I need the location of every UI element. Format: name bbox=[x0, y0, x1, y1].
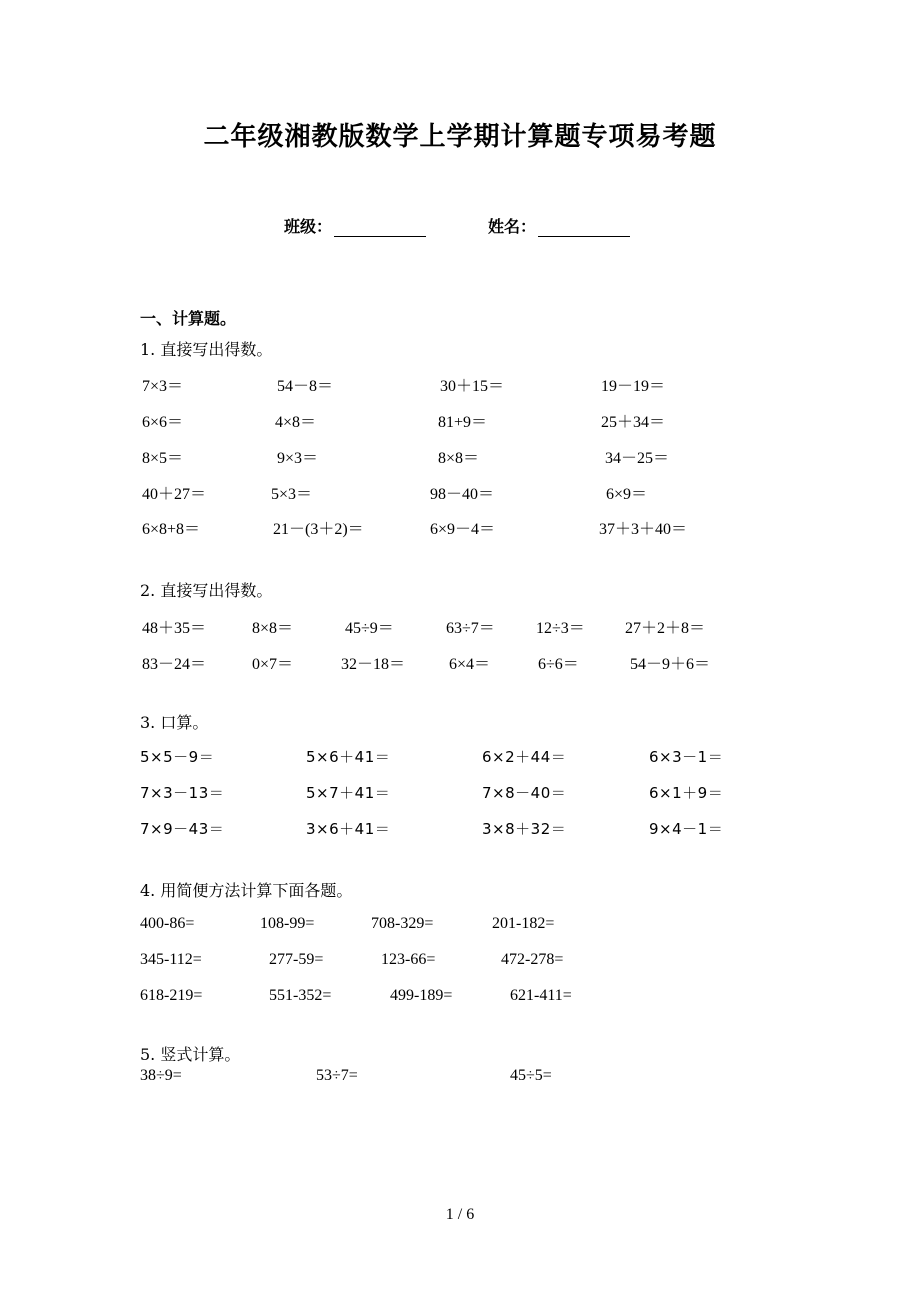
problem: 6×6＝ bbox=[142, 414, 184, 431]
problem: 7×3＝ bbox=[142, 378, 184, 395]
problem: 37＋3＋40＝ bbox=[599, 521, 688, 538]
problem: 34－25＝ bbox=[605, 450, 670, 467]
question-3-title: 3. 口算。 bbox=[140, 713, 209, 732]
problem: 345-112= bbox=[140, 951, 202, 968]
page-number: 1 / 6 bbox=[445, 1206, 475, 1223]
class-blank-line[interactable] bbox=[334, 218, 426, 237]
problem: 5×7＋41＝ bbox=[306, 784, 391, 802]
question-5-title: 5. 竖式计算。 bbox=[140, 1045, 241, 1064]
problem: 98－40＝ bbox=[430, 486, 495, 503]
problem: 5×6＋41＝ bbox=[306, 748, 391, 766]
problem: 6×3－1＝ bbox=[649, 748, 724, 766]
problem: 0×7＝ bbox=[252, 656, 294, 673]
q5-row bbox=[0, 1067, 920, 1091]
problem: 4×8＝ bbox=[275, 414, 317, 431]
question-1-title: 1. 直接写出得数。 bbox=[140, 340, 273, 359]
problem: 6×2＋44＝ bbox=[482, 748, 567, 766]
question-4-title: 4. 用简便方法计算下面各题。 bbox=[140, 881, 353, 900]
problem: 30＋15＝ bbox=[440, 378, 505, 395]
problem: 621-411= bbox=[510, 987, 572, 1004]
problem: 25＋34＝ bbox=[601, 414, 666, 431]
problem: 7×9－43＝ bbox=[140, 820, 225, 838]
q1-row bbox=[0, 481, 920, 505]
problem: 54－9＋6＝ bbox=[630, 656, 711, 673]
q1-row bbox=[0, 516, 920, 540]
problem: 38÷9= bbox=[140, 1067, 182, 1084]
problem: 6×8+8＝ bbox=[142, 521, 201, 538]
problem: 400-86= bbox=[140, 915, 195, 932]
problem: 6×9＝ bbox=[606, 486, 648, 503]
problem: 123-66= bbox=[381, 951, 436, 968]
name-label: 姓名： bbox=[488, 217, 537, 236]
problem: 48＋35＝ bbox=[142, 620, 207, 637]
problem: 81+9＝ bbox=[438, 414, 488, 431]
problem: 40＋27＝ bbox=[142, 486, 207, 503]
problem: 8×8＝ bbox=[252, 620, 294, 637]
q2-row bbox=[0, 651, 920, 675]
class-field bbox=[284, 214, 426, 237]
q4-row bbox=[0, 915, 920, 939]
problem: 53÷7= bbox=[316, 1067, 358, 1084]
problem: 6×1＋9＝ bbox=[649, 784, 724, 802]
q1-row bbox=[0, 445, 920, 469]
problem: 8×5＝ bbox=[142, 450, 184, 467]
problem: 45÷5= bbox=[510, 1067, 552, 1084]
problem: 19－19＝ bbox=[601, 378, 666, 395]
problem: 8×8＝ bbox=[438, 450, 480, 467]
problem: 27＋2＋8＝ bbox=[625, 620, 706, 637]
q3-row bbox=[0, 818, 920, 842]
problem: 5×5－9＝ bbox=[140, 748, 215, 766]
problem: 499-189= bbox=[390, 987, 453, 1004]
problem: 6×9－4＝ bbox=[430, 521, 496, 538]
q2-row bbox=[0, 615, 920, 639]
question-2-title: 2. 直接写出得数。 bbox=[140, 581, 273, 600]
problem: 32－18＝ bbox=[341, 656, 406, 673]
problem: 7×3－13＝ bbox=[140, 784, 225, 802]
problem: 83－24＝ bbox=[142, 656, 207, 673]
problem: 9×4－1＝ bbox=[649, 820, 724, 838]
problem: 12÷3＝ bbox=[536, 620, 585, 637]
name-blank-line[interactable] bbox=[538, 218, 630, 237]
q1-row bbox=[0, 409, 920, 433]
q4-row bbox=[0, 951, 920, 975]
q3-row bbox=[0, 782, 920, 806]
name-field bbox=[488, 214, 630, 237]
problem: 6÷6＝ bbox=[538, 656, 579, 673]
section-heading: 一、计算题。 bbox=[140, 309, 237, 328]
problem: 201-182= bbox=[492, 915, 555, 932]
problem: 277-59= bbox=[269, 951, 324, 968]
class-label: 班级： bbox=[284, 217, 333, 236]
problem: 551-352= bbox=[269, 987, 332, 1004]
q4-row bbox=[0, 987, 920, 1011]
problem: 3×8＋32＝ bbox=[482, 820, 567, 838]
problem: 708-329= bbox=[371, 915, 434, 932]
q1-row bbox=[0, 373, 920, 397]
problem: 472-278= bbox=[501, 951, 564, 968]
problem: 6×4＝ bbox=[449, 656, 491, 673]
problem: 7×8－40＝ bbox=[482, 784, 567, 802]
q3-row bbox=[0, 746, 920, 770]
problem: 45÷9＝ bbox=[345, 620, 394, 637]
problem: 54－8＝ bbox=[277, 378, 334, 395]
problem: 618-219= bbox=[140, 987, 203, 1004]
page-title: 二年级湘教版数学上学期计算题专项易考题 bbox=[203, 122, 717, 152]
problem: 9×3＝ bbox=[277, 450, 319, 467]
problem: 3×6＋41＝ bbox=[306, 820, 391, 838]
problem: 63÷7＝ bbox=[446, 620, 495, 637]
problem: 21－(3＋2)＝ bbox=[273, 521, 364, 538]
problem: 108-99= bbox=[260, 915, 315, 932]
problem: 5×3＝ bbox=[271, 486, 313, 503]
